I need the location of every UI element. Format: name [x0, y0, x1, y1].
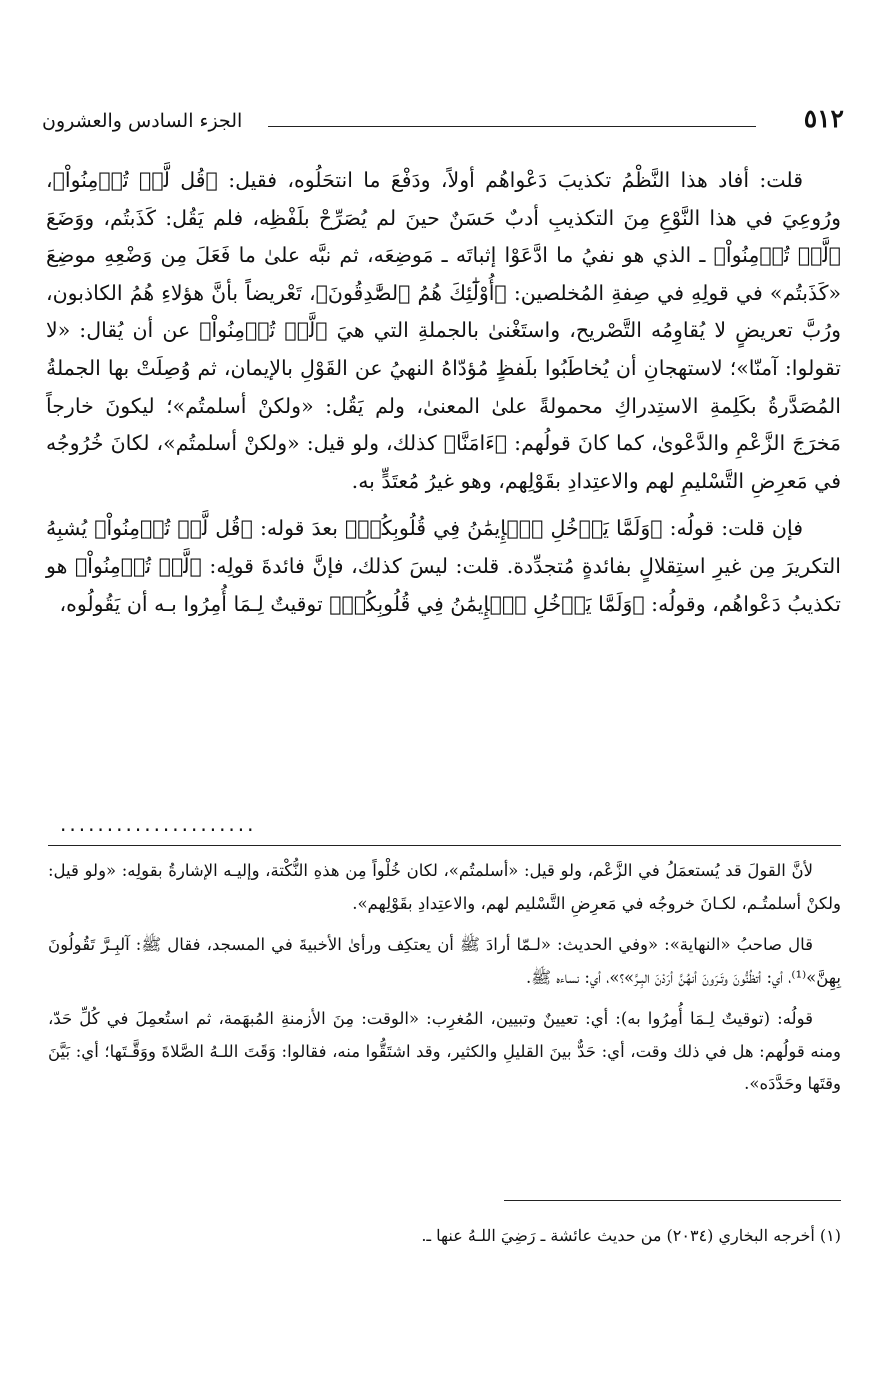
commentary-divider	[48, 845, 841, 846]
header-rule	[268, 126, 756, 127]
commentary-section	[48, 855, 841, 1101]
volume-title: الجزء السادس والعشرون	[42, 110, 243, 132]
main-text	[46, 162, 841, 623]
footnote-divider	[504, 1200, 841, 1201]
main-paragraph: فإن قلت: قولُه: ﴿وَلَمَّا يَدۡخُلِ ٱلۡإِيمَٰنُ فِي قُلُوبِكُمۡ﴾ بعدَ قوله: ﴿قُل لَّمۡ تُؤۡمِنُواْ﴾ يُشبِهُ التكريرَ مِن غيرِ استِقلالٍ بفائدةٍ مُتجدِّدة. قلت: ليسَ كذلك، فإنَّ فائدةَ قولِه: ﴿لَّمۡ تُؤۡمِنُواْ﴾ هو تكذيبُ دَعْواهُم، وقولُه: ﴿وَلَمَّا يَدۡخُلِ ٱلۡإِيمَٰنُ فِي قُلُوبِكُمۡ﴾ توقيتٌ لِـمَا أُمِرُوا بـه أن يَقُولُوه،	[46, 516, 841, 616]
page-number: ٥١٢	[803, 104, 844, 133]
commentary-paragraph: لأنَّ القولَ قد يُستعمَلُ في الزَّعْم، ولو قيل: «أسلمتُم»، لكان خُلْواً مِن هذهِ النُّكْتة، وإليـه الإشارةُ بقولِه: «ولو قيل: ولكنْ أسلمتُـم، لكـانَ خروجُه في مَعرِضِ التَّسْليم لهم، والاعتِدادِ بقَوْلِهم».	[48, 861, 841, 913]
commentary-paragraph: قولُه: (توقيتٌ لِـمَا أُمِرُوا به): أي: تعيينٌ وتبيين، المُغرِب: «الوقت: مِنَ الأزمنةِ المُبهَمة، ثم استُعمِلَ في كُلِّ حَدّ، ومنه قولُهم: هل في ذلك وقت، أي: حَدٌّ بينَ القليلِ والكثير، وقد اشتَقُّوا منه، فقالوا: وَقَتَ اللـهُ الصَّلاةَ ووَقَّـتَها؛ أي: بَيَّنَ وقتَها وحَدَّدَه».	[48, 1009, 841, 1093]
page-header	[42, 104, 844, 144]
main-paragraph: قلت: أفاد هذا النَّظْمُ تكذيبَ دَعْواهُم أولاً، ودَفْعَ ما انتحَلُوه، فقيل: ﴿قُل لَّمۡ تُؤۡمِنُواْ﴾، ورُوعِيَ في هذا النَّوْعِ مِنَ التكذيبِ أدبٌ حَسَنٌ حينَ لم يُصَرِّحْ بلَفْظِه، فلم يَقُل: كَذَبتُم، ووَضَعَ ﴿لَّمۡ تُؤۡمِنُواْ﴾ ـ الذي هو نفيُ ما ادَّعَوْا إثباتَه ـ مَوضِعَه، ثم نبَّه علىٰ ما فَعَلَ مِن وَضْعِهِ موضِعَ «كَذَبتُم» في قولِهِ في صِفةِ المُخلصين: ﴿أُوْلَٰٓئِكَ هُمُ ٱلصَّٰدِقُونَ﴾، تَعْريضاً بأنَّ هؤلاءِ هُمُ الكاذبون، ورُبَّ تعريضٍ لا يُقاوِمُه التَّصْريح، واستَغْنىٰ بالجملةِ التي هيَ ﴿لَّمۡ تُؤۡمِنُواْ﴾ عن أن يُقال: «لا تقولوا: آمنّا»؛ لاستهجانِ أن يُخاطَبُوا بلَفظٍ مُؤدّاهُ النهيُ عن القَوْلِ بالإيمان، ثم وُصِلَتْ بها الجملةُ المُصَدَّرةُ بكَلِمةِ الاستِدراكِ محمولةً علىٰ المعنىٰ، ولم يَقُل: «ولكنْ أسلمتُم»؛ ليكونَ خارجاً مَخرَجَ الزَّعْمِ والدَّعْوىٰ، كما كانَ قولُهم: ﴿ءَامَنَّا﴾ كذلك، ولو قيل: «ولكنْ أسلمتُم»، لكانَ خُرُوجُه في مَعرِضِ التَّسْليمِ لهم والاعتِدادِ بقَوْلِهم، وهو غيرُ مُعتَدٍّ به.	[46, 168, 841, 493]
commentary-paragraph: قال صاحبُ «النهاية»: «وفي الحديث: «لـمّا أرادَ ﷺ أن يعتكِف ورأىٰ الأخبيةَ في المسجد، فقال ﷺ: آلبِـرَّ تَقُولُونَ بِهِنَّ»⁽¹⁾، أي: أتظُنُّونَ وتَـرَونَ أنهُنَّ أرَدْنَ البِـرَّ»؟»، أي: نساءه ﷺ.	[48, 935, 841, 987]
footnote: (١) أخرجه البخاري (٢٠٣٤) من حديث عائشة ـ رَضِيَ اللـهُ عنها ـ.	[421, 1226, 841, 1245]
continuation-dots: .....................	[60, 812, 257, 836]
